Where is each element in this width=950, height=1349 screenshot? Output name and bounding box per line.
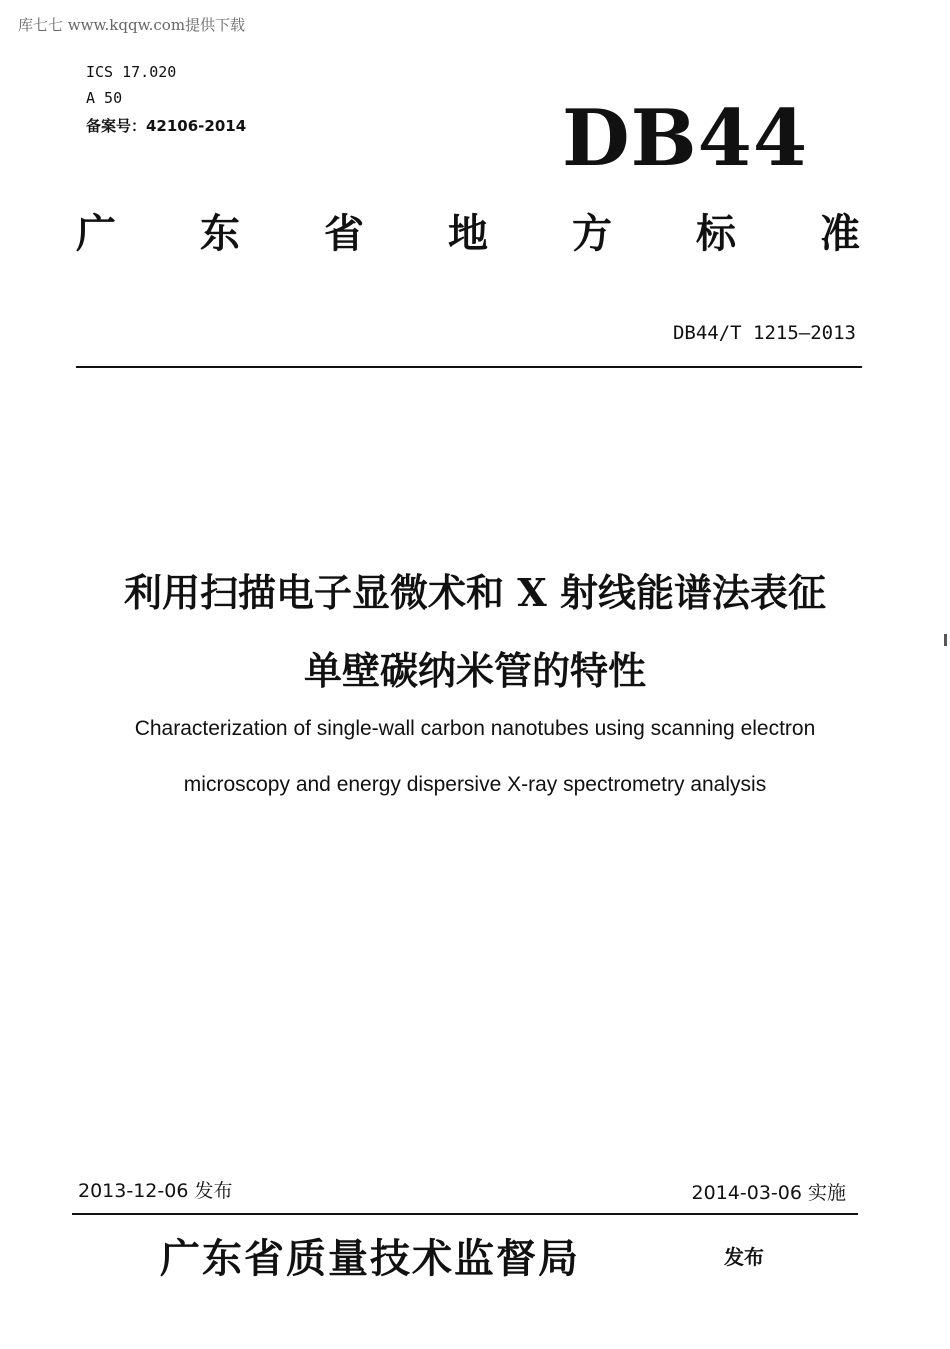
issuer-suffix: 发布 <box>724 1245 764 1269</box>
ccs-code: A 50 <box>86 89 123 107</box>
footer-divider <box>72 1213 858 1215</box>
issue-date: 2013-12-06 发布 <box>78 1180 233 1202</box>
province-title-char: 东 <box>200 211 240 257</box>
standard-number: DB44/T 1215—2013 <box>672 322 856 344</box>
issuer-name: 广东省质量技术监督局 <box>160 1235 580 1282</box>
watermark-text: 库七七 www.kqqw.com提供下载 <box>18 16 246 34</box>
province-title-char: 标 <box>696 211 736 257</box>
record-number: 备案号：42106-2014 <box>86 117 247 135</box>
province-title-char: 省 <box>324 211 364 257</box>
province-title-char: 广 <box>76 211 116 257</box>
standard-code-logo: DB44 <box>562 93 809 184</box>
header-divider <box>76 366 862 368</box>
province-standard-title <box>76 211 860 257</box>
province-title-char: 地 <box>448 211 488 257</box>
title-cn-line-1: 利用扫描电子显微术和 X 射线能谱法表征 <box>124 570 826 615</box>
edge-mark <box>944 634 947 646</box>
title-cn-line-2: 单壁碳纳米管的特性 <box>303 648 646 693</box>
ics-code: ICS 17.020 <box>86 63 177 81</box>
province-title-char: 准 <box>820 211 860 257</box>
province-title-char: 方 <box>572 211 612 257</box>
title-en-line-1: Characterization of single-wall carbon nanotubes using scanning electron <box>134 717 816 740</box>
title-en-line-2: microscopy and energy dispersive X-ray spectrometry analysis <box>183 773 767 796</box>
implement-date: 2014-03-06 实施 <box>691 1182 846 1204</box>
